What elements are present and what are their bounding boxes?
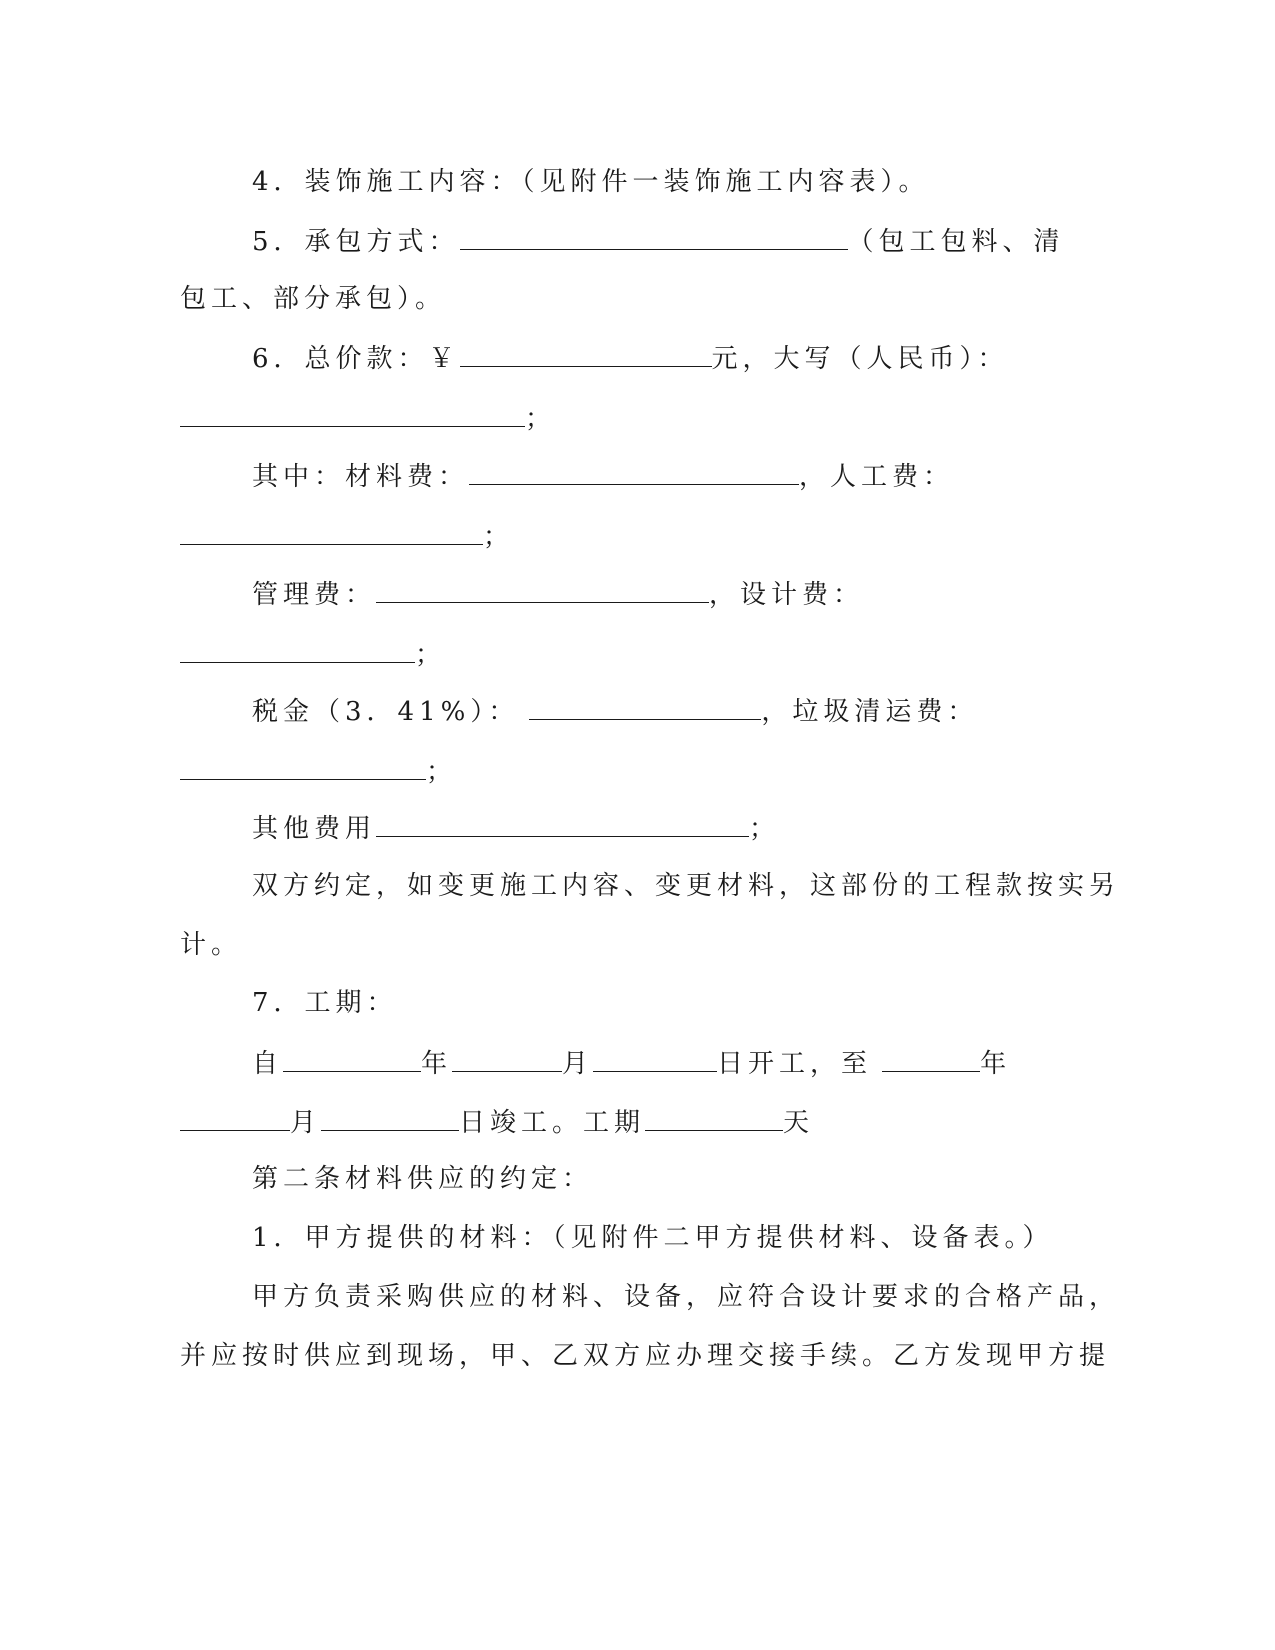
garbage-fee-label: ，垃圾清运费： xyxy=(761,697,979,727)
agreement-line-2 xyxy=(180,928,1275,962)
item-5 xyxy=(252,223,1275,257)
management-fee-label: 管理费： xyxy=(252,580,377,610)
design-fee-label: ，设计费： xyxy=(709,580,865,610)
supply-text-2: 并应按时供应到现场，甲、乙双方应办理交接手续。乙方发现甲方提 xyxy=(180,1341,1111,1371)
duration-days-blank[interactable] xyxy=(645,1104,783,1131)
total-price-words-blank[interactable] xyxy=(180,400,525,427)
from-label: 自 xyxy=(252,1049,284,1079)
supply-line-2 xyxy=(180,1339,1275,1373)
fees-material-line xyxy=(252,458,1275,492)
agreement-text-1: 双方约定，如变更施工内容、变更材料，这部份的工程款按实另 xyxy=(252,871,1121,901)
period-line-1 xyxy=(252,1045,1275,1079)
fees-end-3: ； xyxy=(426,757,458,787)
item-4 xyxy=(252,165,1275,199)
tax-label: 税金（3．41%）： xyxy=(252,697,520,727)
year-label-1: 年 xyxy=(421,1049,453,1079)
management-fee-blank[interactable] xyxy=(376,576,709,603)
end-year-blank[interactable] xyxy=(882,1045,980,1072)
start-day-blank[interactable] xyxy=(593,1045,717,1072)
fees-design-line xyxy=(180,636,1275,670)
year-label-2: 年 xyxy=(980,1049,1012,1079)
article-2-title-text: 第二条材料供应的约定： xyxy=(252,1164,594,1194)
item-4-text: 4．装饰施工内容：（见附件一装饰施工内容表）。 xyxy=(252,167,930,197)
agreement-text-2: 计。 xyxy=(180,930,243,960)
item-6-label: 6．总价款：￥ xyxy=(252,344,460,374)
end-label: 日竣工。工期 xyxy=(459,1108,646,1138)
item-5-suffix: （包工包料、清 xyxy=(847,227,1065,257)
fees-management-line xyxy=(252,576,1275,610)
total-price-blank[interactable] xyxy=(460,340,712,367)
period-line-2 xyxy=(180,1104,1275,1138)
item-5-label: 5．承包方式： xyxy=(252,227,460,257)
start-month-blank[interactable] xyxy=(452,1045,562,1072)
start-year-blank[interactable] xyxy=(283,1045,421,1072)
fees-garbage-line xyxy=(180,753,1275,787)
item-7 xyxy=(252,986,1275,1020)
item-5-cont: 包工、部分承包）。 xyxy=(180,284,447,314)
garbage-fee-blank[interactable] xyxy=(180,753,426,780)
item-6-continued xyxy=(180,400,1275,434)
fees-labor-line xyxy=(180,518,1275,552)
days-label: 天 xyxy=(783,1108,815,1138)
supply-item-1 xyxy=(252,1221,1275,1255)
supply-text-1: 甲方负责采购供应的材料、设备，应符合设计要求的合格产品， xyxy=(252,1282,1121,1312)
item-6-end: ； xyxy=(525,404,557,434)
fees-other-line xyxy=(252,810,1275,844)
article-2-title xyxy=(252,1162,1275,1196)
design-fee-blank[interactable] xyxy=(180,636,415,663)
supply-item-1-text: 1．甲方提供的材料：（见附件二甲方提供材料、设备表。） xyxy=(252,1223,1054,1253)
month-label-1: 月 xyxy=(562,1049,594,1079)
other-fee-blank[interactable] xyxy=(376,810,749,837)
fees-end-4: ； xyxy=(749,814,781,844)
other-fee-label: 其他费用 xyxy=(252,814,377,844)
fees-end-2: ； xyxy=(415,640,447,670)
material-fee-label: 其中：材料费： xyxy=(252,462,470,492)
month-label-2: 月 xyxy=(290,1108,322,1138)
material-fee-blank[interactable] xyxy=(469,458,799,485)
labor-fee-blank[interactable] xyxy=(180,518,483,545)
item-5-continued xyxy=(180,282,1275,316)
labor-fee-label: ，人工费： xyxy=(799,462,955,492)
fees-end-1: ； xyxy=(483,522,515,552)
supply-line-1 xyxy=(252,1280,1275,1314)
fees-tax-line xyxy=(252,693,1275,727)
agreement-line-1 xyxy=(252,869,1275,903)
end-month-blank[interactable] xyxy=(180,1104,290,1131)
contract-method-blank[interactable] xyxy=(460,223,848,250)
tax-blank[interactable] xyxy=(529,693,761,720)
item-6 xyxy=(252,340,1275,374)
item-7-label: 7．工期： xyxy=(252,988,398,1018)
start-label: 日开工，至 xyxy=(717,1049,873,1079)
end-day-blank[interactable] xyxy=(321,1104,459,1131)
item-6-mid: 元，大写（人民币）： xyxy=(711,344,1009,374)
